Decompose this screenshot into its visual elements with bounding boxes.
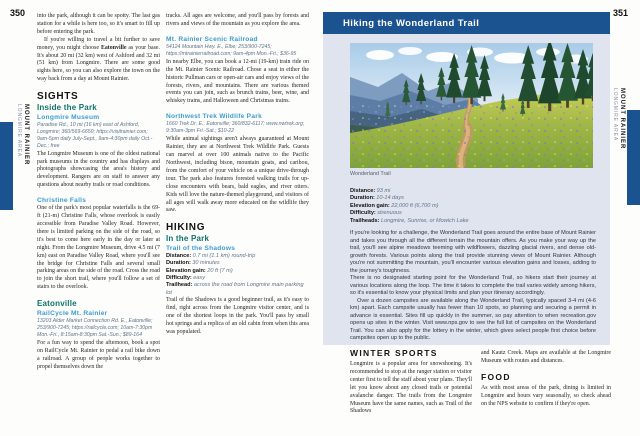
tab-subtitle: LONGMIRE AREA [16,104,22,158]
stat-value: 22,000 ft (6,700 m) [391,202,439,209]
scenic-railroad-title: Mt. Rainier Scenic Railroad [166,35,258,43]
stat-value: across the road from Longmire main parking lot [166,282,304,296]
feature-banner [323,12,610,34]
paragraph-text: as your base. It's about 20 mi (32 km) west of Ashford and 32 mi (51 km) from Longmire. There are some good sights here, so you can also explore the town on the way back from a day at Mount Rainier. [37,44,161,83]
wonderland-trail-stats [350,188,469,225]
stat-label: Duration: [166,260,191,267]
stat-label: Elevation gain: [350,202,390,209]
stat-label: Elevation gain: [166,267,206,274]
eatonville-bold: Eatonville [100,44,127,51]
stat-row-duration [350,195,469,202]
railcycle-body: For a fun way to spend the afternoon, book a spot on RailCycle Mt. Rainier to pedal a rail bike down a railroad. A group of people works together to propel themselves down the [37,340,160,370]
right-page-column-2 [481,348,611,409]
wonderland-trail-photo [350,43,593,168]
stat-row-elevation [166,268,309,275]
longmire-museum-title: Longmire Museum [37,113,100,121]
stat-value: 0.7 mi (1.1 km) round-trip [192,252,256,259]
photo-caption: Wonderland Trail [350,171,391,177]
right-edge-tab [611,88,625,149]
trail-of-the-shadows-body: Trail of the Shadows is a good beginner trail, as it's easy to find, right across from the Longmire visitor center, and is one of the shortest loops in the park. You'll pass by small hot springs and a replica of an old cabin from when this area was populated. [166,297,309,335]
stat-row-difficulty [166,275,309,282]
stat-row-elevation [350,203,469,210]
eatonville-heading: Eatonville [37,299,77,309]
left-page-column-1 [37,13,160,372]
railcycle-info: 13203 Alder Market Connection Rd. E., Eatonville; 253/900-7245; https://railcycle.com; 10am-7:30pm Mon.-Fri., 8:15am-8:30pm Sat.-Sun.; $89-164 [37,318,153,339]
feature-paragraph-3: Over a dozen campsites are available along the Wonderland Trail, typically spaced 3-4 mi (4-6 km) apart. Each campsite usually has fewer than 10 spots, so planning and securing a permit in advance is essential. Sites fill up quickly in the summer, so pay attention to when recreation.gov opens up sites in the winter. Visit www.nps.gov to see the full list of campsites on the Wonderland Trail. You can also apply for the lottery in the winter, which gives select people first choice before campsites open up to the public. [350,297,596,341]
nw-trek-title: Northwest Trek Wildlife Park [166,113,262,121]
stat-label: Distance: [166,252,192,259]
stat-row-trailheads [350,218,469,225]
left-edge-tab [15,104,29,165]
stat-label: Duration: [350,195,375,202]
stat-value: 10-14 days [376,195,404,202]
intro-paragraph: into the park, although it can be spotty. The last gas station for a while is here too, so it's smart to fill up before entering the park. [37,13,160,35]
railcycle-body-continued: tracks. All ages are welcome, and you'll pass by forests and rivers and views of the mountain as you explore the area. [166,13,309,27]
stat-label: Distance: [350,188,376,194]
christine-falls-title: Christine Falls [37,197,87,205]
tab-title: MOUNT RAINIER [23,104,29,166]
winter-sports-body-continued: and Kautz Creek. Maps are available at the Longmire Museum with routes and distances. [481,350,611,364]
eatonville-intro-paragraph [37,37,160,84]
christine-falls-body: One of the park's most popular waterfalls is the 69-ft (21-m) Christine Falls, whose overlook is easily accessible from Paradise Valley Road. However, there is limited parking on the side of the road, so it's best to come here early in the day or later at night. From the Longmire Museum, drive 4.5 mi (7 km) east on Paradise Valley Road, where you'll see the bridge for Christine Falls and several small parking areas on the side of the road. Cross the road to join the short trail, where you'll follow a set of stairs to the overlook. [37,205,160,291]
stat-row-distance [350,188,469,195]
winter-sports-body: Longmire is a popular area for snowshoeing. It's recommended to stop at the ranger station or visitor center first to tell the staff about your plans. They'll let you know about any closed trails or potential avalanche danger. The trails from the Longmire Museum have the same names, such as Trail of the Shadows [350,361,472,415]
trail-of-the-shadows-stats [166,253,309,297]
stat-value: 30 minutes [192,260,220,267]
sights-heading: SIGHTS [37,91,79,103]
stat-label: Trailhead: [166,282,193,289]
wonderland-trail-feature-box [323,12,610,345]
stat-label: Difficulty: [350,210,376,217]
stat-row-difficulty [350,210,469,217]
in-the-park-heading: In the Park [166,233,210,243]
page-number-right: 351 [612,8,628,18]
right-page-column-1 [350,348,472,416]
winter-sports-heading: WINTER SPORTS [350,348,438,358]
tab-title: MOUNT RAINIER [619,88,625,150]
food-heading: FOOD [481,371,511,382]
tab-subtitle: LONGMIRE AREA [612,88,618,142]
stat-label: Difficulty: [166,275,192,282]
stat-value: 93 mi [376,188,391,194]
nw-trek-info: 1660 Trek Dr. E., Eatonville; 360/832-6117; www.nwtrek.org; 9:30am-3pm Fri.-Sat.; $10-22 [166,121,305,135]
railcycle-title: RailCycle Mt. Rainier [37,310,108,318]
scenic-railroad-info: 54124 Mountain Hwy. E., Elbe; 253/900-7245; https://mtrainierrailroad.com; 9am-4pm Mon.-Fri.; $36-95 [166,43,297,57]
feature-title: Hiking the Wonderland Trail [343,17,480,29]
stat-value: strenuous [377,210,402,217]
nw-trek-body: While animal sightings aren't always guaranteed at Mount Rainier, they are at Northwest Trek Wildlife Park. Guests can marvel at over 100 animals native to the Pacific Northwest, including bison, mountain goats, and caribou, from the comfort of your vehicle on a unique drive-through tour. The park also features forested walking trails for up-close encounters with bears, bald eagles, and river otters. Kids will love the nature-themed playground, and visitors of all ages will walk away more educated on the wildlife they saw. [166,136,309,214]
stat-row-trailhead [166,282,309,297]
longmire-museum-info: Paradise Rd., 10 mi (16 km) east of Ashford, Longmire; 360/569-6650; https://visitrainier.com; 9am-5pm daily July-Sept., 9am-4:30pm daily Oct.-Dec.; free [37,121,153,149]
inside-the-park-heading: Inside the Park [37,102,97,112]
left-page-column-2 [166,13,309,337]
stat-label: Trailheads: [350,217,380,224]
stat-value: 20 ft (7 m) [207,267,233,274]
stat-value: Longmire, Sunrise, or Mowich Lake [380,217,469,224]
stat-row-distance [166,253,309,260]
longmire-museum-body: The Longmire Museum is one of the oldest national park museums in the country and has displays and photographs showcasing the area's history and development. Rangers are on staff to answer any questions about nearby trails or road conditions. [37,150,160,189]
left-edge-tab-bar [0,122,13,210]
stat-value: easy [193,275,206,282]
scenic-railroad-body: In nearby Elbe, you can book a 12-mi (19-km) train ride on the Mt. Rainier Scenic Railroad. Chose a seat in either the historic Pullman cars or open-air cars and enjoy views of the forests, rivers, and mountains. There are various themed events you can join, such as brunch trains, beer, wine, and whiskey trains, and Halloween and Christmas trains. [166,58,309,105]
right-edge-tab-bar [627,110,640,205]
page-number-left: 350 [10,8,26,18]
feature-paragraph-1: If you're looking for a challenge, the Wonderland Trail goes around the entire base of Mount Rainier and takes you through all the different terrain the mountain offers. As you make your way up the trail, you'll see alpine meadows teeming with wildflowers, dazzling glacial rivers, and dense old-growth forests. Various points along the trail provide stunning views of Mount Rainier. Although you're not summitting the mountain, you'll encounter various elevation gains and losses, adding to the journey's toughness. [350,230,596,274]
feature-paragraph-2: There is no designated starting point for the Wonderland Trail, so hikers start their journey at various locations along the loop. The time it takes to complete the trail varies widely among hikers, so it's essential to know your physical limits and plan your itinerary accordingly. [350,275,596,296]
hiking-heading: HIKING [166,222,206,234]
trail-of-the-shadows-title: Trail of the Shadows [166,244,236,252]
food-body: As with most areas of the park, dining is limited in Longmire and hours vary seasonally, so check ahead on the NPS website to confirm if they're open. [481,384,611,407]
stat-row-duration [166,260,309,267]
paragraph-text: If you're willing to travel a bit further to save money, you might choose [37,36,160,51]
feature-body [350,230,596,343]
